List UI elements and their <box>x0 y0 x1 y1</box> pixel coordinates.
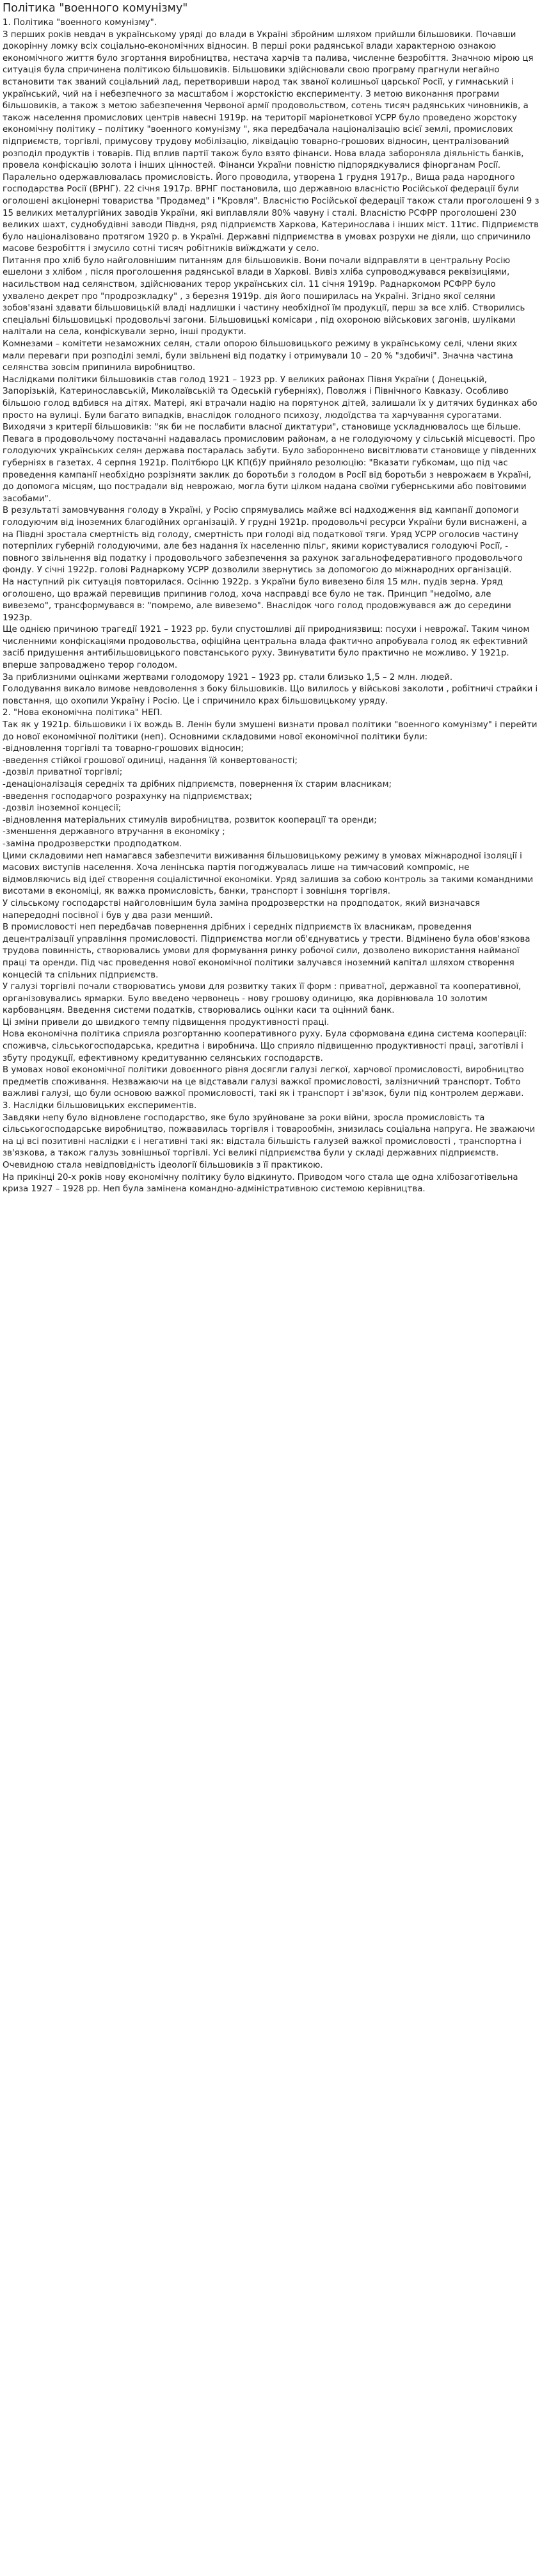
paragraph: -заміна продрозверстки продподатком. <box>3 839 182 849</box>
paragraph: 3. Наслідки більшовицьких експериментів. <box>3 1101 197 1111</box>
paragraph: Голодування викало вимове невдоволення з боку більшовиків. Що вилилось у військові заколоти , робітничі страйки і повстання, що охопили Україну і Росію. Це і спричинило крах більшовицькому уряду. <box>3 684 538 706</box>
paragraph: Так як у 1921р. більшовики і їх вождь В. Ленін були змушені визнати провал політики "военного комунізму" і перейти до нової економічної політики (неп). Основними складовими нової економічної політики були: <box>3 720 538 742</box>
paragraph: -введення господарчого розрахунку на підприємствах; <box>3 791 252 801</box>
paragraph: Ці зміни привели до швидкого темпу підвищення продуктивності праці. <box>3 1017 330 1027</box>
paragraph: За приблизними оцінками жертвами голодомору 1921 – 1923 рр. стали близько 1,5 – 2 млн. людей. <box>3 672 453 682</box>
paragraph: Питання про хліб було найголовнішим питанням для більшовиків. Вони почали відправляти в центральну Росію ешелони з хлібом , після проголошення радянської влади в Харкові. Вивіз хліба супроводжувався реквізиціями, насильством над селянством, здійснюваних терор українських сіл. 11 січня 1919р. Раднаркомом РСФРР було ухвалено декрет про "продрозкладку" , з березня 1919р. дія його поширилась на Україні. Згідно якої селяни зобов'язані здавати більшовицькій владі надлишки і частину необхідної їм продукції, перш за все хліб. Створились спеціальні більшовицькі продовольчі загони. Більшовицькі комісари , під охороною військових загонів, шуліками налітали на села, конфіскували зерно, інші продукти. <box>3 255 525 337</box>
paragraph: -зменшення державного втручання в економіку ; <box>3 827 225 837</box>
paragraph: -відновлення матеріальних стимулів виробництва, розвиток кооперації та оренди; <box>3 815 377 825</box>
paragraph: В результаті замовчування голоду в Україні, у Росію спрямувались майже всі надходження від кампанії допомоги голодуючим від іноземних благодійних організацій. У грудні 1921р. продовольчі ресурси України були виснажені, а на Півдні зростала смертність від голоду, смертність при голоді від податкової тяги. Уряд УСРР оголосив частину потерпілих губерній голодуючими, але без надання їх населенню пільг, якими користувалися голодуючі Росії, - повного звільнення від податку і продовольчого забезпечення за рахунок загальнофедеративного продовольчого фонду. У січні 1922р. голові Раднаркому УСРР дозволили звернутись за допомогою до міжнародних організацій. <box>3 506 527 576</box>
document-title: Політика "военного комунізму" <box>3 2 188 15</box>
paragraph: -дозвіл приватної торгівлі; <box>3 768 123 778</box>
paragraph: -денаціоналізація середніх та дрібних підприємств, повернення їх старим власникам; <box>3 780 392 789</box>
paragraph: У сільському господарстві найголовнішим була заміна продрозверстки на продподаток, який визначався напередодні посівної і був у два рази менший. <box>3 898 481 921</box>
paragraph: 2. "Нова економічна політика" НЕП. <box>3 708 163 718</box>
paragraph: На прикінці 20-х років нову економічну політику було відкинуто. Приводом чого стала ще одна хлібозаготівельна криза 1927 – 1928 рр. Неп була замінена командно-адміністративною системою керівництва. <box>3 1172 518 1195</box>
paragraph: На наступний рік ситуація повторилася. Осінню 1922р. з України було вивезено біля 15 млн. пудів зерна. Уряд оголошено, що вражай перевищив припинив голод, хоча насправді все було не так. Принцип "недоїмо, але вивеземо", трансформувався в: "помремо, але вивеземо". Внаслідок чого голод продовжувався аж до середини 1923р. <box>3 577 511 623</box>
paragraph: У галузі торгівлі почали створюватись умови для розвитку таких її форм : приватної, державної та кооперативної, організовувались ярмарки. Було введено червонець - нову грошову одиницю, яка дорівнювала 10 золотим карбованцям. Введення системи податків, створювались оцінки каси та оцінний банк. <box>3 982 522 1016</box>
paragraph: -відновлення торгівлі та товарно-грошових відносин; <box>3 744 244 754</box>
paragraph: Ще однією причиною трагедії 1921 – 1923 рр. були спустошливі дії природниязвищ: посухи і неврожаї. Таким чином численними конфіскаціями продовольства, офіційна центральна влада фактично апробувала голод як ефективний засіб придушення антибільшовицького повстанського руху. Звинуватити було практично не можливо. У 1921р. вперше запроваджено терор голодом. <box>3 625 530 671</box>
paragraph: 1. Політика "военного комунізму". <box>3 18 157 28</box>
paragraph: В промисловості неп передбачав повернення дрібних і середніх підприємств їх власникам, проведення децентралізації управління промисловості. Підприємства могли об'єднуватись у трести. Відмінено була обов'язкова трудова повинність, створювались умови для формування ринку робочої сили, дозволено використання найманої праці та оренди. Під час проведення нової економічної політики залучався іноземний капітал шляхом створення концесій та спільних підприємств. <box>3 922 530 980</box>
document-body <box>3 17 539 1196</box>
paragraph: Завдяки непу було відновлене господарство, яке було зруйноване за роки війни, зросла промисловість та сільськогосподарське виробництво, пожвавилась торгівля і товарообмін, знизилась соціальна напруга. Не зважаючи на ці всі позитивні наслідки є і негативні такі як: відстала більшість галузей важкої промисловості , транспортна і зв'язкова, а також галузь зовнішньої торгівлі. Усі великі підприємства були у складі державних підприємств. Очевидною стала невідповідність ідеології більшовиків з її практикою. <box>3 1113 536 1170</box>
paragraph: -введення стійкої грошової одиниці, надання їй конвертованості; <box>3 755 298 766</box>
document-page <box>0 0 542 1201</box>
paragraph: -дозвіл іноземної концесії; <box>3 803 122 814</box>
paragraph: Наслідками політики більшовиків став голод 1921 – 1923 рр. У великих районах Півня України ( Донецькій, Запорізькій, Катеринославській, Миколаївській та Одеській губерніях), Поволжя і Північного Кавказу. Особливо більшою голод вдбився на дітях. Матері, які втрачали надію на порятунок дітей, залишали їх у дитячих будинках або просто на вулиці. Були багато випадків, внаслідок голодного психозу, людоїдства та харчування сурогатами. <box>3 374 538 421</box>
paragraph: В умовах нової економічної політики довоєнного рівня досягли галузі легкої, харчової промисловості, виробництво предметів споживання. Незважаючи на це відставали галузі важкої промисловості, залізничний транспорт. Тобто важливі галузі, що були основою важкої промисловості, такі як і транспорт і зв'язок, були під контролем держави. <box>3 1065 524 1099</box>
paragraph: Цими складовими неп намагався забезпечити виживання більшовицькому режиму в умовах міжнародної ізоляції і масових виступів населення. Хоча ленінська партія погоджувалась лише на тимчасовий компроміс, не відмовляючись від ідеї створення соціалістичної економіки. Уряд залишив за собою контроль за такими командними висотами в економіці, як важка промисловість, банки, транспорт і зовнішня торгівля. <box>3 851 534 897</box>
paragraph: Нова економічна політика сприяла розгортанню кооперативного руху. Була сформована єдина система кооперації: споживча, сільськогосподарська, кредитна і виробнича. Що сприяло підвищенню продуктивності праці, заготівлі і збуту продукції, ефективному кредитуванню селянських господарств. <box>3 1029 527 1063</box>
paragraph: З перших років невдач в українському уряді до влади в Україні збройним шляхом прийшли більшовики. Почавши докорінну ломку всіх соціально-економічних відносин. В перші роки радянської влади характерною ознакою економічного життя було згортання виробництва, нестача харчів та палива, численне безробіття. Значною мірою ця ситуація була спричинена політикою більшовиків. Більшовики здійснювали свою програму прагнули негайно встановити так званий соціальний лад, перетворивши народ так званої колишньої царської Росії, у гимнаський і український, чий на і небезпечного за масштабом і жорстокістю експерименту. З метою виконання програми більшовиків, а також з метою забезпечення Червоної армії продовольством, сотень тисяч радянських чиновників, а також населення промислових центрів навесні 1919р. на території маріонеткової УСРР було проведено жорстоку економічну політику – політику "военного комунізму ", яка передбачала націоналізацію всієї землі, промислових підприємств, торгівлі, примусову трудову мобілізацію, ліквідацію товарно-грошових відносин, централізований розподіл продуктів і товарів. Під вплив партії також було взято фінанси. Нова влада забороняла діяльність банків, провела конфіскацію золота і інших цінностей. Фінанси України повністю підпорядкувалися фінорганам Росії. Паралельно одержавлювалась промисловість. Його проводила, утворена 1 грудня 1917р., Вища рада народного господарства Росії (ВРНГ). 22 січня 1917р. ВРНГ постановила, що державною власністю Російської федерації були оголошені акціонерні товариства "Продамед" і "Кровля". Власністю Російської федерації також стали проголошені 9 з 15 великих металургійних заводів України, які виплавляли 80% чавуну і сталі. Власністю РСФРР проголошені 230 великих шахт, суднобудівні заводи Півдня, ряд підприємств Харкова, Катеринослава і інших міст. 11тис. Підприємств було націоналізовано протягом 1920 р. в Україні. Державні підприємства в умовах розрухи не діяли, що спричинило масове безробіття і змусило сотні тисяч робітників виїжджати у село. <box>3 29 539 254</box>
paragraph: Комнезами – комітети незаможних селян, стали опорою більшовицького режиму в українському селі, члени яких мали переваги при розподілі землі, були звільнені від податку і отримували 10 – 20 % "здобичі". Значна частина селянства зовсім припинила виробництво. <box>3 339 518 373</box>
paragraph: Виходячи з критерії більшовиків: "як би не послабити власної диктатури", становище ускладнювалось ще більше. Певага в продовольчому постачанні надавалась промисловим районам, а не голодуючому у сільській місцевості. Про голодуючих українських селян держава постаралась забути. Було забороннено висвітлювати становище у південних губерніях в газетах. 4 серпня 1921р. Політбюро ЦК КП(б)У прийняло резолюцію: "Вказати губкомам, що під час проведення кампанії необхідно розрізняти заклик до боротьби з голодом в Росії від боротьби з неврожаєм в Україні, до допомога місцям, що пострадали від неврожаю, могла бути цілком надана своїми губернськими або повітовими засобами". <box>3 423 537 504</box>
